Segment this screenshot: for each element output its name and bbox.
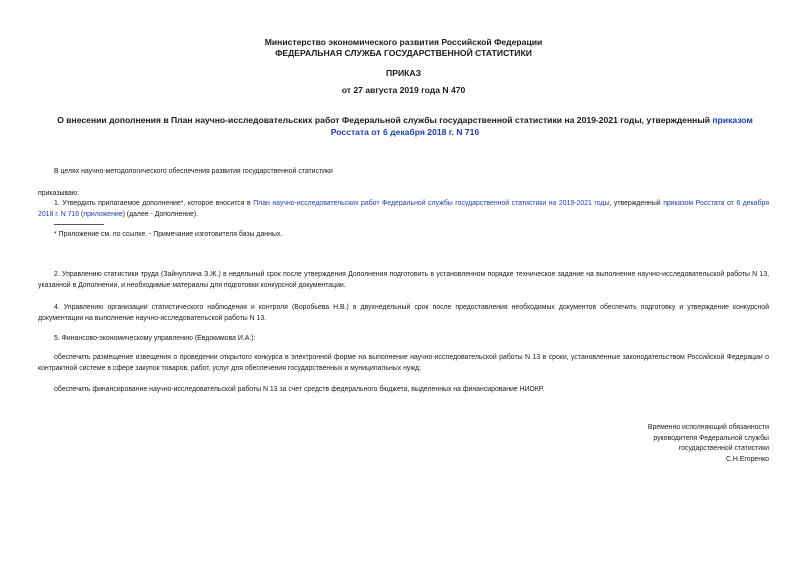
appendix-link[interactable]: приложение [83, 211, 123, 218]
item-4: 4. Управлению организации статистического наблюдения и контроля (Воробьева Н.В.) в двухнедельный срок после предоставления необходимых документов обеспечить подготовку и утверждение конкурсной документации на выполнение научно-исследовательской работы N 13. [38, 304, 769, 322]
signature-position-line-3: государственной статистики [678, 445, 769, 453]
footnote-divider [54, 224, 104, 225]
title-text: О внесении дополнения в План научно-исследовательских работ Федеральной службы государственной статистики на 2019-2021 годы, утвержденный [57, 115, 713, 125]
item-1 [38, 198, 769, 220]
item-5-subitem-2: обеспечить финансирование научно-исследовательской работы N 13 за счет средств федерального бюджета, выделенных на финансирование НИОКР. [54, 386, 545, 393]
item-5-subitem-1: обеспечить размещение извещения о проведении открытого конкурса в электронной форме на выполнение научно-исследовательской работы N 13 в сроки, установленные законодательством Российской Федерации о контрактной системе в сфере закупок товаров, работ, услуг для обеспечения государственных и муниципальных нужд; [38, 354, 769, 372]
order-word: приказываю: [38, 190, 79, 197]
signature-position-line-1: Временно исполняющий обязанности [647, 424, 769, 431]
item-5: 5. Финансово-экономическому управлению (Евдокимова И.А.): [54, 335, 256, 342]
item-1-text-a: 1. Утвердить прилагаемое дополнение*, которое вносится в [54, 200, 254, 207]
document-type: ПРИКАЗ [386, 68, 421, 78]
title-order-link[interactable]: приказом Росстата от 6 декабря 2018 г. N 716 [330, 115, 753, 137]
item-1-text-d: ) (далее - Дополнение). [122, 211, 199, 218]
ministry-name: Министерство экономического развития Российской Федерации [264, 37, 543, 47]
order-link[interactable]: приказом Росстата от 6 декабря 2018 г. N 716 [38, 200, 770, 218]
service-name: ФЕДЕРАЛЬНАЯ СЛУЖБА ГОСУДАРСТВЕННОЙ СТАТИСТИКИ [275, 48, 532, 58]
signature-block [569, 423, 769, 465]
document-date-number: от 27 августа 2019 года N 470 [341, 85, 466, 95]
item-1-text-c: ( [79, 211, 84, 218]
item-1-text-b: , утвержденный [609, 200, 664, 207]
plan-link[interactable]: План научно-исследовательских работ Федеральной службы государственной статистики на 2019-2021 годы [253, 200, 610, 207]
signature-position-line-2: руководителя Федеральной службы [653, 434, 769, 442]
item-2: 2. Управлению статистики труда (Зайнуллина З.Ж.) в недельный срок после утверждения Дополнения подготовить в установленном порядке техническое задание на выполнение научно-исследовательской работы N 13, указанной в Дополнении, и необходимые материалы для подготовки конкурсной документации. [38, 271, 769, 289]
footnote: * Приложение см. по ссылке. - Примечание изготовителя базы данных. [54, 231, 283, 238]
document-title [44, 115, 766, 138]
signature-name: С.Н.Егоренко [726, 455, 769, 463]
preamble: В целях научно-методологического обеспечения развития государственной статистики [54, 168, 333, 175]
